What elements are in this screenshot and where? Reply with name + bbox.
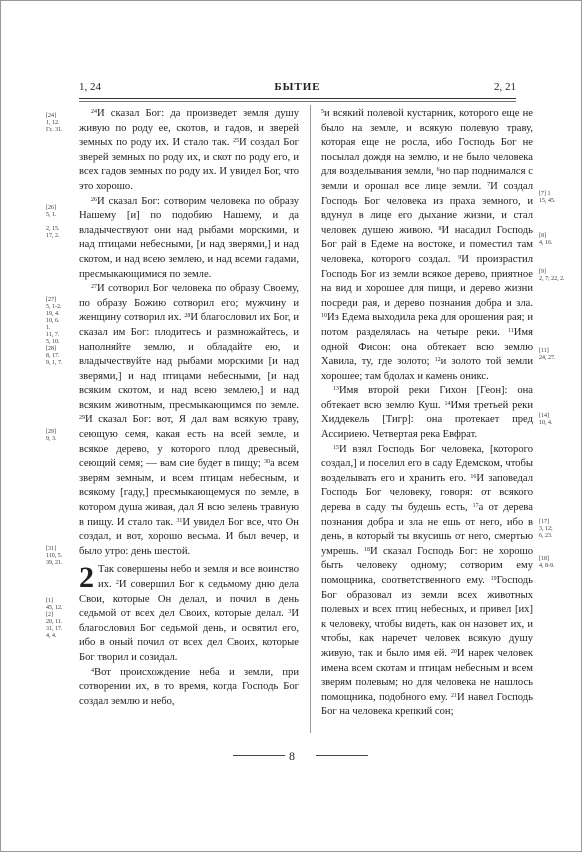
verse-26: $^{26}$И сказал Бог: сотворим человека по образу Нашему [и] по подобию Нашему, и да владычествуют они над рыбами морскими, и над птицами небесными, [и над зверями,] и над скотом, и над всею землею, и над всеми гадами, пресмыкающимися по земле.: [79, 195, 299, 280]
page-number: 8: [289, 749, 295, 763]
margin-ref-right: [8] 4, 16.: [539, 233, 553, 246]
margin-ref-left: [27] 5, 1-2. 19, 4. 10, 6. 1. 11, 7. 5, 10.: [46, 297, 62, 345]
header-rule-thin: [79, 101, 516, 102]
margin-ref-right: [17] 3, 12; 6, 23.: [539, 519, 553, 539]
header-rule: [79, 98, 516, 99]
verse-27: $^{27}$И сотворил Бог человека по образу Своему, по образу Божию сотворил его; мужчину и женщину сотворил их. $^{28}$И благословил их Бог, и сказал им Бог: плодитесь и размножайтесь, и наполняйте землю, и обладайте ею, и владычествуйте над рыбами морскими [и над зверями,] и над птицами небесными, [и над всяким скотом, и над всею землею,] и над всяким животным, пресмыкающимся по земле. $^{29}$И сказал Бог: вот, Я дал вам всякую траву, сеющую семя, какая есть на всей земле, и всякое дерево, у которого плод древесный, сеющий семя; — вам сие будет в пищу; $^{30}$а всем зверям земным, и всем птицам небесным, и всякому [гаду,] пресмыкающемуся по земле, в котором душа живая, дал Я всю зелень травную в пищу. И стало так. $^{31}$И увидел Бог все, что Он создал, и вот, хорошо весьма. И был вечер, и было утро: день шестой.: [79, 283, 299, 557]
text-column-left: [79, 107, 299, 709]
header-left-ref: 1, 24: [79, 81, 101, 93]
margin-ref-right: [7] 1 15, 45.: [539, 191, 556, 204]
text-column-right: [321, 107, 533, 720]
verse-2-13: $^{13}$Имя второй реки Гихон [Геон]: она обтекает всю землю Куш. $^{14}$Имя третьей реки Хиддекель [Тигр]: она протекает пред Ассириею. Четвертая река Евфрат.: [321, 385, 533, 441]
margin-ref-left: [1] 45, 12. [2] 20, 11. 31, 17. 4, 4.: [46, 598, 63, 639]
chapter-number: 2: [79, 561, 94, 595]
margin-ref-left: [26] 5, 1. 2, 15. 17, 2.: [46, 205, 60, 239]
verse-2-15: $^{15}$И взял Господь Бог человека, [которого создал,] и поселил его в саду Едемском, чтобы возделывать его и хранить его. $^{16}$И заповедал Господь Бог человеку, говоря: от всякого дерева в саду ты будешь есть, $^{17}$а от дерева познания добра и зла не ешь от него, ибо в день, в который ты вкусишь от него, смертью умрешь. $^{18}$И сказал Господь Бог: не хорошо быть человеку одному; сотворим ему помощника, соответственного ему. $^{19}$Господь Бог образовал из земли всех животных полевых и всех птиц небесных, и привел [их] к человеку, чтобы видеть, как он назовет их, и чтобы, как наречет человек всякую душу живую, так и было имя ей. $^{20}$И нарек человек имена всем скотам и птицам небесным и всем зверям полевым; но для человека не нашлось помощника, подобного ему. $^{21}$И навел Господь Бог на человека крепкий сон;: [321, 443, 534, 718]
margin-ref-left: [29] 9, 3.: [46, 429, 57, 442]
verse-24: $^{24}$И сказал Бог: да произведет земля душу живую по роду ее, скотов, и гадов, и зверей земных по роду их. И стало так. $^{25}$И создал Бог зверей земных по роду их, и скот по роду его, и всех гадов земных по роду их. И увидел Бог, что это хорошо.: [79, 108, 299, 192]
verse-2-4: $^4$Вот происхождение неба и земли, при сотворении их, в то время, когда Господь Бог создал землю и небо,: [79, 666, 299, 707]
margin-ref-left: [28] 8, 17. 9, 1, 7.: [46, 346, 63, 366]
margin-ref-right: [14] 10, 4.: [539, 413, 553, 426]
running-header: [79, 81, 516, 97]
margin-ref-left: [24] 1, 12. Гс. 31.: [46, 113, 63, 133]
header-right-ref: 2, 21: [494, 81, 516, 93]
margin-ref-right: [11] 24, 27.: [539, 348, 556, 361]
verse-2-5: $^5$и всякий полевой кустарник, которого еще не было на земле, и всякую полевую траву, которая еще не росла, ибо Господь Бог не посылал дождя на землю, и не было человека для возделывания земли, $^6$но пар поднимался с земли и орошал все лице земли. $^7$И создал Господь Бог человека из праха земного, и вдунул в лице его дыхание жизни, и стал человек душею живою. $^8$И насадил Господь Бог рай в Едеме на востоке, и поместил там человека, которого создал. $^9$И произрастил Господь Бог из земли всякое дерево, приятное на вид и хорошее для пищи, и дерево жизни посреди рая, и дерево познания добра и зла. $^{10}$Из Едема выходила река для орошения рая; и потом разделялась на четыре реки. $^{11}$Имя одной Фисон: она обтекает всю землю Хавила, ту, где золото; $^{12}$и золото той земли хорошее; там бдолах и камень оникс.: [321, 108, 534, 382]
header-book-title: БЫТИЕ: [274, 81, 321, 93]
margin-ref-right: [9] 2, 7; 22, 2.: [539, 269, 565, 282]
chapter-2-start: 2 Так совершены небо и земля и все воинство их. $^2$И совершил Бог к седьмому дню дела Свои, которые Он делал, и почил в день седьмой от всех дел Своих, которые делал. $^3$И благословил Бог седьмой день, и освятил его, ибо в оный почил от всех дел Своих, которые Бог творил и созидал.: [79, 561, 300, 663]
column-divider: [310, 105, 311, 733]
margin-ref-right: [18] 4, 8-9.: [539, 556, 555, 569]
margin-ref-left: [31] 110, 5. 39, 21.: [46, 546, 63, 566]
